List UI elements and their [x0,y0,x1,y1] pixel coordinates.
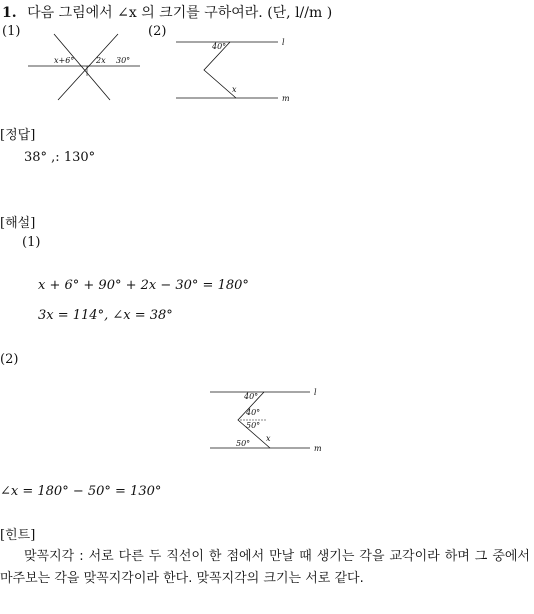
fig3-angle-4: 50° [236,439,251,448]
equation-3: ∠x = 180° − 50° = 130° [0,484,162,499]
equation-2: 3x = 114°, ∠x = 38° [38,308,173,323]
fig1-label-b: 2x [96,56,106,65]
explanation-part1-label: (1) [22,235,41,250]
fig2-label-l: l [282,38,285,47]
fig1-label-c: 30° [116,56,131,65]
fig2-label-m: m [282,94,290,103]
fig2-angle-x: x [232,85,237,94]
answer-text: 38° ,: 130° [24,150,96,165]
figure-2 [174,34,294,104]
figure-3 [208,384,328,456]
fig3-angle-1: 40° [244,392,259,401]
equation-1: x + 6° + 90° + 2x − 30° = 180° [38,278,249,293]
fig1-line-b [58,34,118,100]
explanation-heading: [해설] [0,216,36,231]
fig2-angle-top: 40° [212,42,227,51]
fig1-label-a: x+6° [54,56,75,65]
problem-header [2,2,332,22]
problem-number: 1. [2,5,17,21]
figure-1-label: (1) [2,24,21,39]
hint-heading: [힌트] [0,528,36,543]
fig3-angle-x: x [266,434,271,443]
fig3-label-l: l [314,388,317,397]
fig3-angle-2: 40° [246,408,261,417]
fig1-line-a [54,34,110,100]
hint-text: 맞꼭지각 : 서로 다른 두 직선이 한 점에서 만날 때 생기는 각을 교각이라 하며 그 중에서 마주보는 각을 맞꼭지각이라 한다. 맞꼭지각의 크기는 서로 같다. [0,549,530,586]
explanation-part2-label: (2) [0,352,19,367]
figure-2-label: (2) [148,24,167,39]
fig3-label-m: m [314,444,322,453]
problem-text: 다음 그림에서 ∠x 의 크기를 구하여라. (단, l//m ) [27,5,333,21]
fig3-angle-3: 50° [246,421,261,430]
answer-heading: [정답] [0,128,36,143]
figure-1 [28,32,148,104]
